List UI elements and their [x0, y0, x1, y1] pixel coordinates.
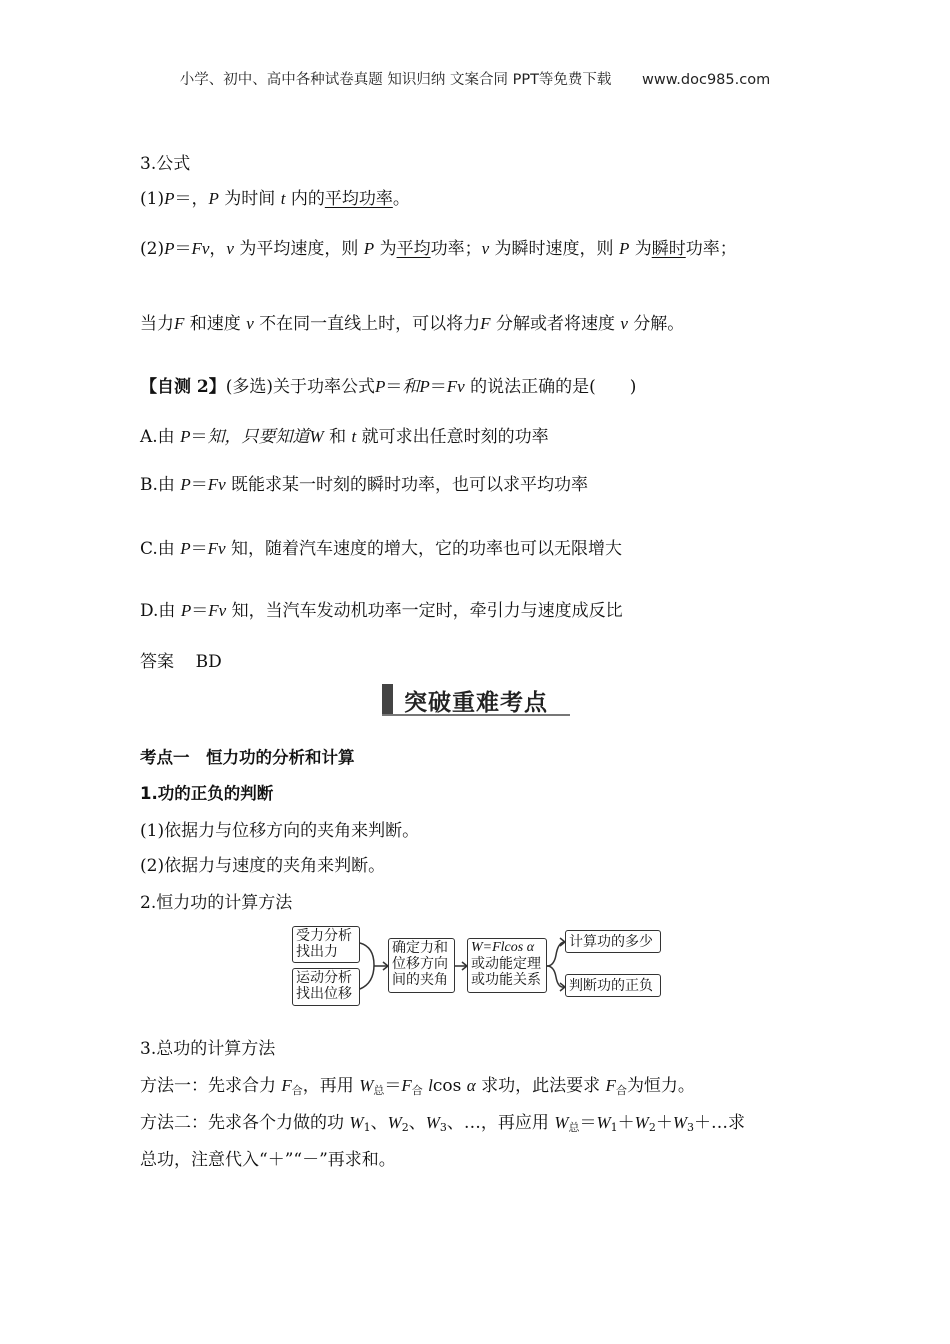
formula-note: 当力F 和速度 v 不在同一直线上时，可以将力F 分解或者将速度 v 分解。 — [140, 314, 685, 334]
section-banner — [382, 684, 570, 714]
quiz-option-c: C.由 P＝Fv 知，随着汽车速度的增大，它的功率也可以无限增大 — [140, 539, 622, 559]
flow-box-sign: 判断功的正负 — [565, 974, 661, 997]
underline-instant: 瞬时 — [651, 239, 686, 259]
flow-box-angle: 确定力和 位移方向 间的夹角 — [388, 938, 455, 993]
section-h2: 2.恒力功的计算方法 — [140, 893, 293, 913]
banner-bar — [382, 684, 393, 714]
total-method-2-cont: 总功，注意代入“＋”“－”再求和。 — [140, 1150, 396, 1170]
header-site-link[interactable]: www.doc985.com — [642, 72, 771, 88]
quiz-option-d: D.由 P＝Fv 知，当汽车发动机功率一定时，牵引力与速度成反比 — [140, 601, 623, 621]
answer-label: 答案 — [140, 652, 174, 672]
formula-heading: 3.公式 — [140, 154, 191, 174]
flowchart — [290, 925, 670, 1009]
header-text: 小学、初中、高中各种试卷真题 知识归纳 文案合同 PPT等免费下载 — [179, 72, 612, 88]
quiz-answer — [140, 651, 222, 673]
flow-box-method: W=Flcos α 或动能定理 或功能关系 — [467, 938, 547, 993]
answer-value: BD — [195, 652, 222, 672]
underline-average-power: 平均功率 — [324, 189, 393, 209]
page-header — [0, 68, 950, 89]
quiz-option-b: B.由 P＝Fv 既能求某一时刻的瞬时功率，也可以求平均功率 — [140, 475, 589, 495]
quiz-option-a: A.由 P＝知，只要知道W 和 t 就可求出任意时刻的功率 — [140, 427, 549, 447]
section-title: 考点一 恒力功的分析和计算 — [140, 748, 355, 767]
formula-item-2: (2)P＝Fv，v 为平均速度，则 P 为平均功率；v 为瞬时速度，则 P 为瞬时功率； — [140, 239, 737, 259]
section-p2: (2)依据力与速度的夹角来判断。 — [140, 856, 386, 876]
underline-average: 平均 — [396, 239, 431, 259]
flow-box-amount: 计算功的多少 — [565, 930, 661, 953]
total-method-1: 方法一：先求合力 $F_合$，再用 $W_总=F_合$ lcos α 求功，此法要求 $F_合$为恒力。 — [140, 1076, 695, 1097]
quiz-stem: 【自测 2】(多选)关于功率公式P＝和P＝Fv 的说法正确的是( ) — [140, 377, 637, 397]
total-method-2: 方法二：先求各个力做的功 $W_1$、$W_2$、$W_3$、…，再应用 $W_总=W_1+W_2+W_3+\dots$求 — [140, 1113, 746, 1134]
quiz-tag: 【自测 2】 — [140, 377, 226, 397]
section-p1: (1)依据力与位移方向的夹角来判断。 — [140, 821, 420, 841]
flow-box-motion: 运动分析 找出位移 — [292, 968, 360, 1006]
total-heading: 3.总功的计算方法 — [140, 1039, 276, 1059]
banner-title: 突破重难考点 — [404, 690, 548, 716]
formula-item-1: (1)P＝，P 为时间 t 内的平均功率。 — [140, 189, 410, 209]
flow-box-force: 受力分析 找出力 — [292, 926, 360, 963]
section-h1: 1.功的正负的判断 — [140, 784, 274, 803]
